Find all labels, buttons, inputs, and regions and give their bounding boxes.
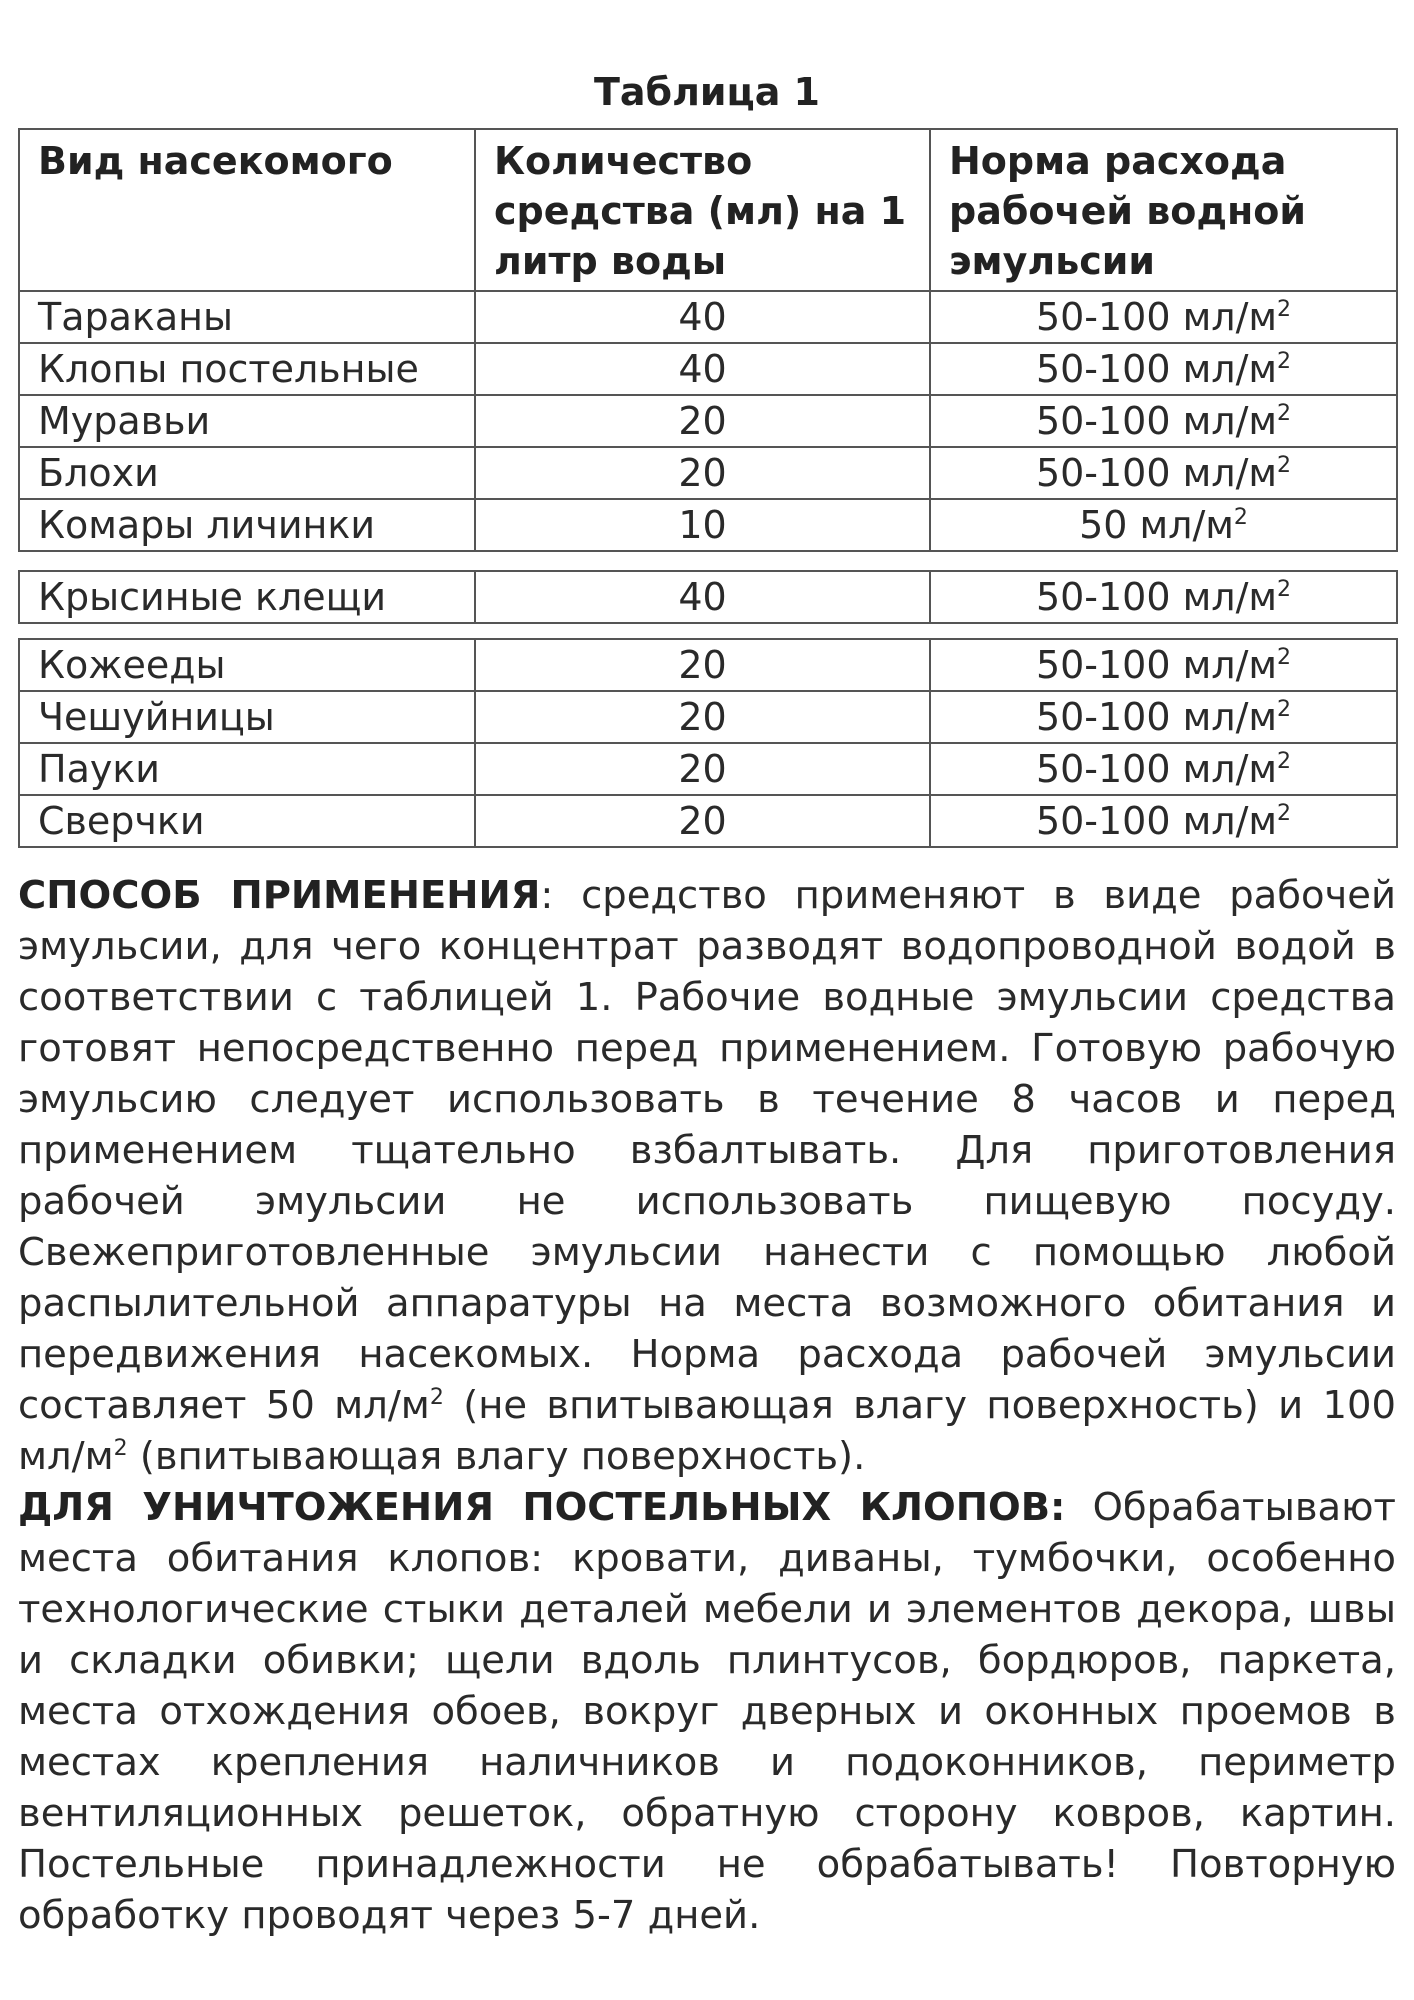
- table-title: Таблица 1: [593, 70, 821, 114]
- unit-superscript: 2: [1277, 577, 1292, 602]
- norm-value: 50 мл/м: [1079, 503, 1234, 547]
- table-row: [19, 343, 1397, 395]
- header-norm: Норма расхода рабочей водной эмульсии: [930, 129, 1397, 291]
- norm-cell: [930, 395, 1397, 447]
- insect-cell: Комары личинки: [19, 499, 475, 551]
- unit-superscript: 2: [1277, 749, 1292, 774]
- unit-superscript: 2: [1233, 505, 1248, 530]
- insect-cell: Блохи: [19, 447, 475, 499]
- table-group-3: [19, 639, 1397, 847]
- amount-cell: 20: [475, 395, 930, 447]
- unit-superscript: 2: [429, 1385, 444, 1410]
- method-text-b: (не впитывающая влагу поверхность) и 100 мл/м: [18, 1383, 1396, 1479]
- bedbugs-text: Обрабатывают места обитания клопов: кровати, диваны, тумбочки, особенно технологические стыки деталей мебели и элементов декора, швы и складки обивки; щели вдоль плинтусов, бордюров, паркета, места отхождения обоев, вокруг дверных и оконных проемов в местах крепления наличников и подоконников, периметр вентиляционных решеток, обратную сторону ковров, картин. Постельные принадлежности не обрабатывать! Повторную обработку проводят через 5-7 дней.: [18, 1485, 1396, 1938]
- bedbugs-heading: ДЛЯ УНИЧТОЖЕНИЯ ПОСТЕЛЬНЫХ КЛОПОВ:: [18, 1485, 1066, 1530]
- norm-value: 50-100 мл/м: [1035, 451, 1278, 495]
- table-row: [19, 395, 1397, 447]
- norm-cell: [930, 743, 1397, 795]
- norm-cell: [930, 691, 1397, 743]
- table-row: [19, 691, 1397, 743]
- dosage-table-header: [18, 128, 1398, 552]
- unit-superscript: 2: [113, 1436, 128, 1461]
- norm-cell: [930, 291, 1397, 343]
- insect-cell: Тараканы: [19, 291, 475, 343]
- amount-cell: 20: [475, 795, 930, 847]
- norm-value: 50-100 мл/м: [1035, 295, 1278, 339]
- method-text-a: : средство применяют в виде рабочей эмульсии, для чего концентрат разводят водопроводной водой в соответствии с таблицей 1. Рабочие водные эмульсии средства готовят непосредственно перед применением. Готовую рабочую эмульсию следует использовать в течение 8 часов и перед применением тщательно взбалтывать. Для приготовления рабочей эмульсии не использовать пищевую посуду. Свежеприготовленные эмульсии нанести с помощью любой распылительной аппаратуры на места возможного обитания и передвижения насекомых. Норма расхода рабочей эмульсии составляет 50 мл/м: [18, 873, 1396, 1428]
- norm-value: 50-100 мл/м: [1035, 747, 1278, 791]
- dosage-table-group-2: [18, 570, 1398, 624]
- table-row: [19, 639, 1397, 691]
- unit-superscript: 2: [1277, 349, 1292, 374]
- table-row: [19, 291, 1397, 343]
- unit-superscript: 2: [1277, 297, 1292, 322]
- table-row: [19, 499, 1397, 551]
- amount-cell: 40: [475, 343, 930, 395]
- norm-value: 50-100 мл/м: [1035, 695, 1278, 739]
- table-header-row: [19, 129, 1397, 291]
- bedbugs-paragraph: [18, 1482, 1396, 1941]
- method-heading: СПОСОБ ПРИМЕНЕНИЯ: [18, 873, 541, 918]
- norm-cell: [930, 447, 1397, 499]
- norm-cell: [930, 571, 1397, 623]
- table-row: [19, 571, 1397, 623]
- norm-value: 50-100 мл/м: [1035, 575, 1278, 619]
- norm-value: 50-100 мл/м: [1035, 347, 1278, 391]
- unit-superscript: 2: [1277, 645, 1292, 670]
- insect-cell: Пауки: [19, 743, 475, 795]
- unit-superscript: 2: [1277, 697, 1292, 722]
- norm-cell: [930, 499, 1397, 551]
- header-insect-type: Вид насекомого: [19, 129, 475, 291]
- insect-cell: Сверчки: [19, 795, 475, 847]
- insect-cell: Клопы постельные: [19, 343, 475, 395]
- norm-value: 50-100 мл/м: [1035, 399, 1278, 443]
- insect-cell: Крысиные клещи: [19, 571, 475, 623]
- amount-cell: 40: [475, 571, 930, 623]
- method-paragraph: [18, 870, 1396, 1482]
- amount-cell: 40: [475, 291, 930, 343]
- amount-cell: 20: [475, 743, 930, 795]
- amount-cell: 10: [475, 499, 930, 551]
- table-row: [19, 795, 1397, 847]
- unit-superscript: 2: [1277, 453, 1292, 478]
- norm-cell: [930, 639, 1397, 691]
- insect-cell: Муравьи: [19, 395, 475, 447]
- method-text-c: (впитывающая влагу поверхность).: [127, 1434, 866, 1479]
- table-group-2: [19, 571, 1397, 623]
- table-row: [19, 447, 1397, 499]
- amount-cell: 20: [475, 447, 930, 499]
- amount-cell: 20: [475, 691, 930, 743]
- insect-cell: Чешуйницы: [19, 691, 475, 743]
- document-page: [18, 0, 1396, 1941]
- insect-cell: Кожееды: [19, 639, 475, 691]
- dosage-table-group-3: [18, 638, 1398, 848]
- unit-superscript: 2: [1277, 801, 1292, 826]
- header-amount: Количество средства (мл) на 1 литр воды: [475, 129, 930, 291]
- amount-cell: 20: [475, 639, 930, 691]
- norm-value: 50-100 мл/м: [1035, 799, 1278, 843]
- table-gap: [18, 624, 1396, 638]
- table-group-1: [19, 291, 1397, 551]
- norm-cell: [930, 795, 1397, 847]
- table-gap: [18, 552, 1396, 570]
- norm-value: 50-100 мл/м: [1035, 643, 1278, 687]
- unit-superscript: 2: [1277, 401, 1292, 426]
- table-row: [19, 743, 1397, 795]
- norm-cell: [930, 343, 1397, 395]
